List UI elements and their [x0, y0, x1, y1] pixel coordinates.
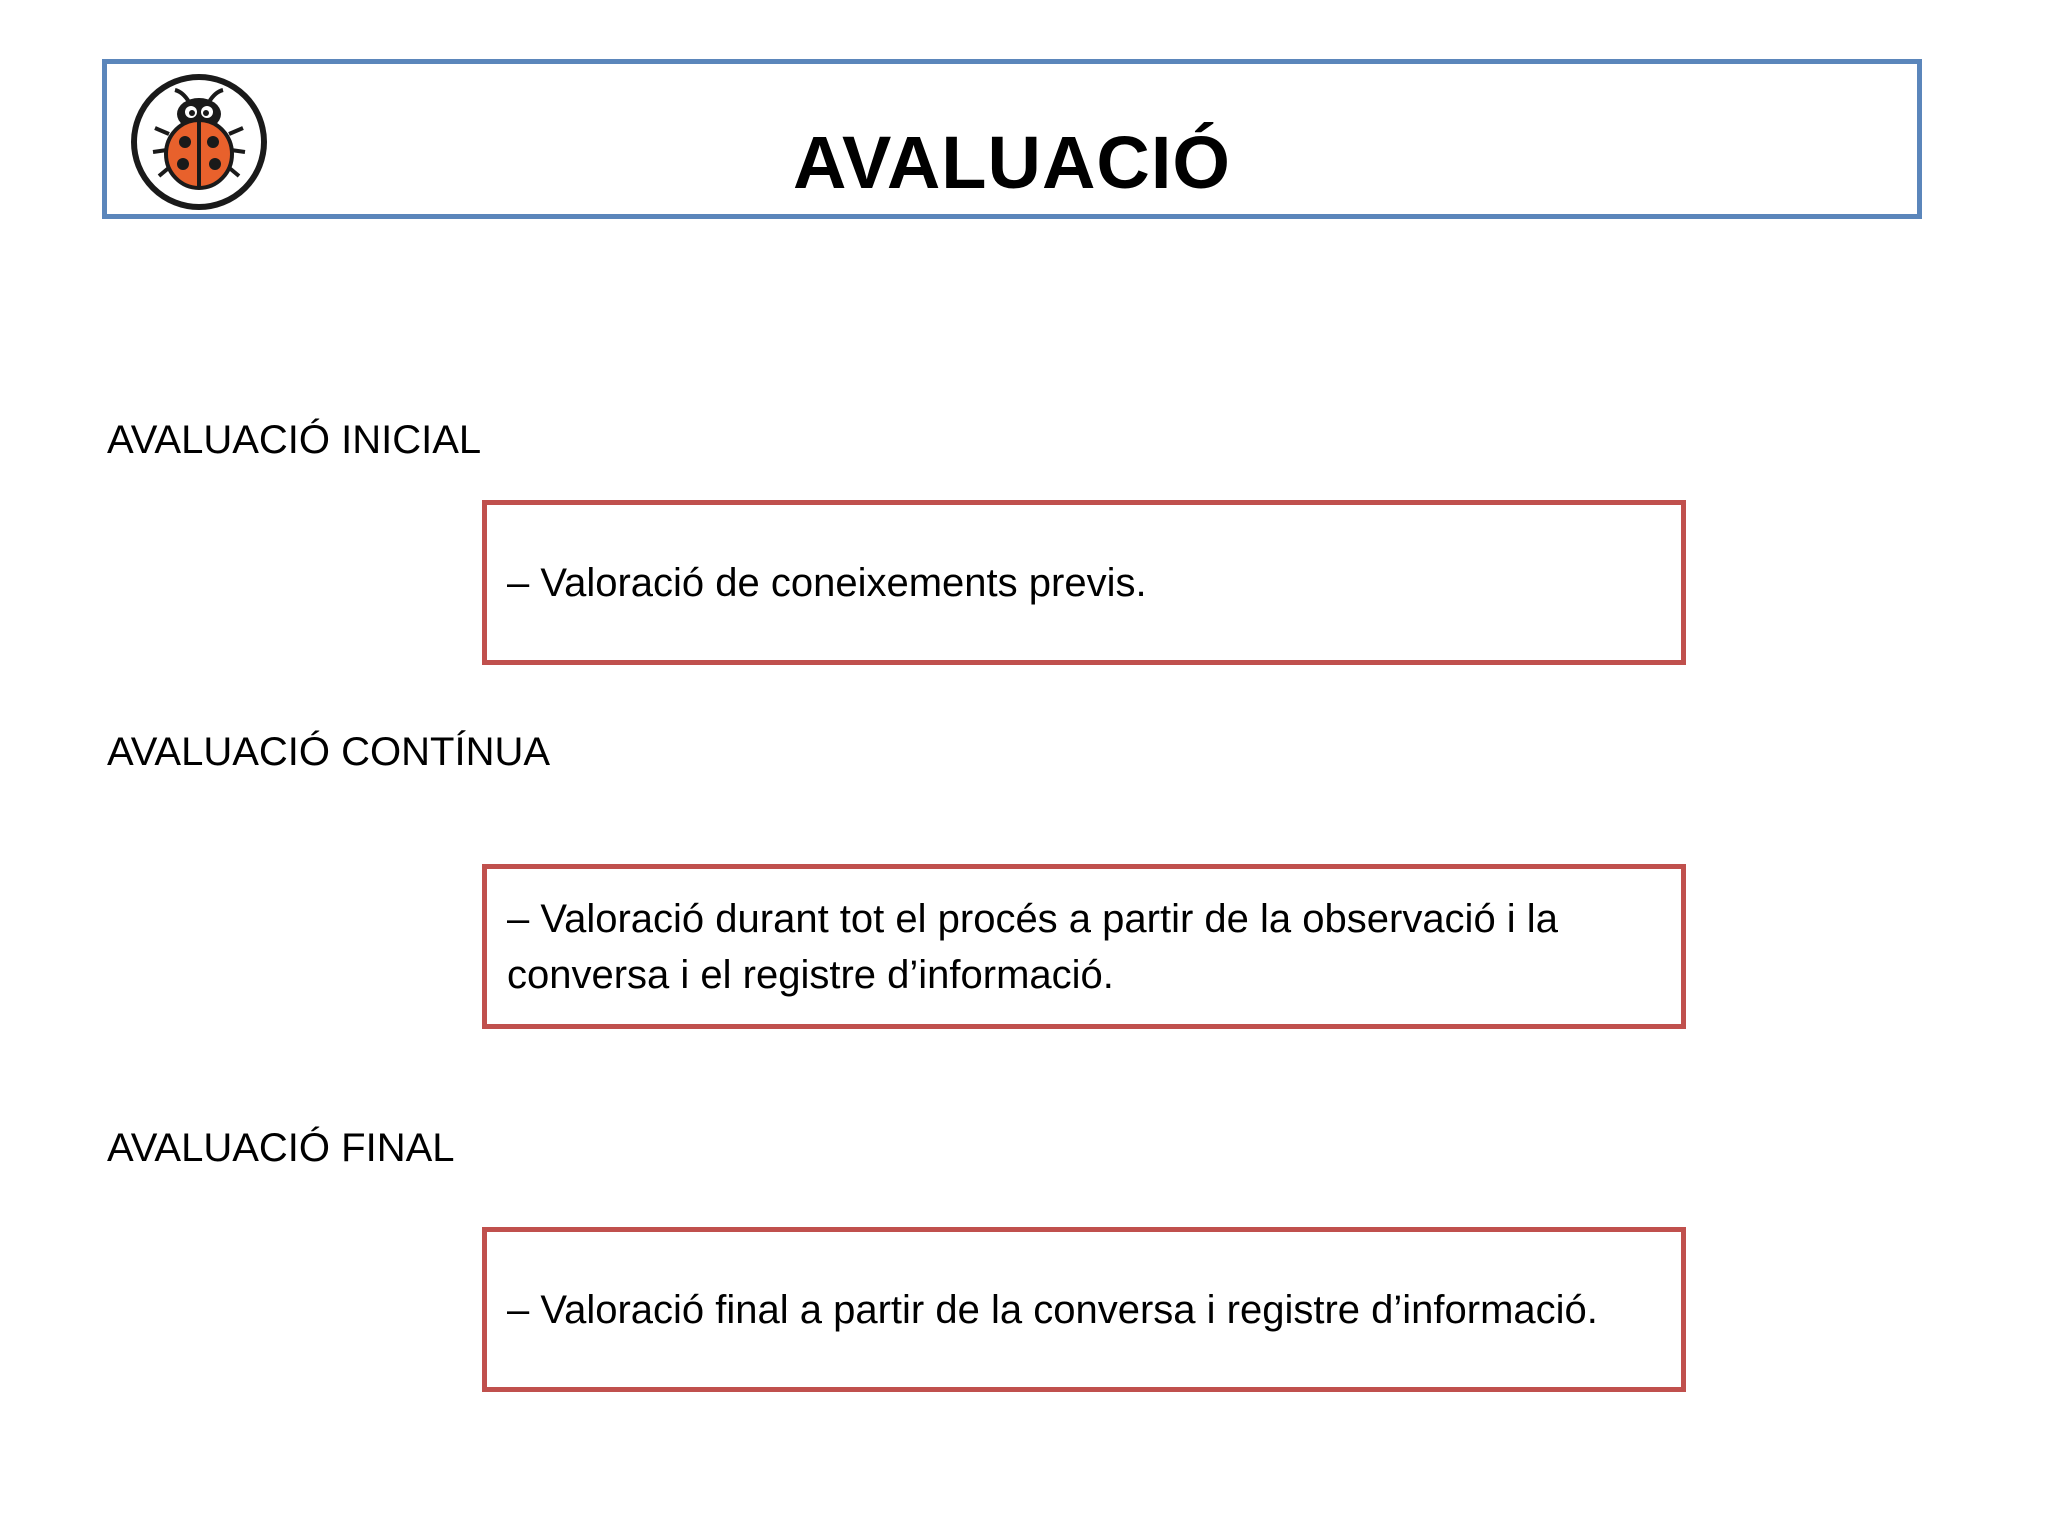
content-box-final: [482, 1227, 1686, 1392]
content-text-continua: – Valoració durant tot el procés a partir de la observació i la conversa i el registre d’informació.: [507, 896, 1558, 997]
content-box-continua: [482, 864, 1686, 1029]
section-label-continua: AVALUACIÓ CONTÍNUA: [107, 730, 551, 774]
content-text-final: – Valoració final a partir de la conversa i registre d’informació.: [507, 1287, 1598, 1332]
header-box: [102, 59, 1922, 219]
content-text-inicial: – Valoració de coneixements previs.: [507, 560, 1147, 605]
section-label-final: AVALUACIÓ FINAL: [107, 1126, 455, 1170]
page-title: AVALUACIÓ: [793, 121, 1231, 204]
content-box-inicial: [482, 500, 1686, 665]
section-label-inicial: AVALUACIÓ INICIAL: [107, 418, 482, 462]
